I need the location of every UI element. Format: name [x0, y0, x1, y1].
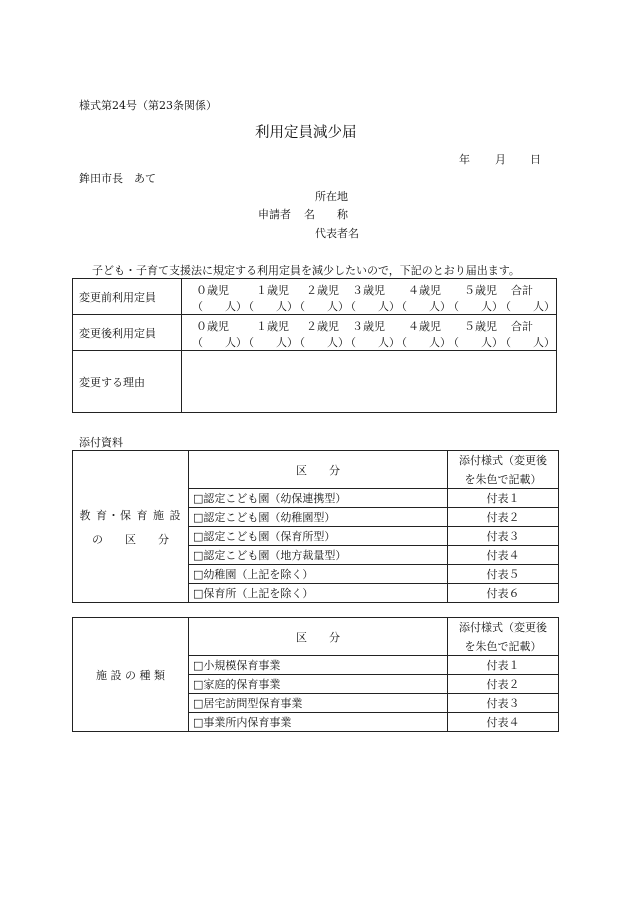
age-5-label: ５歳児: [464, 319, 497, 333]
age-2-label: ２歳児: [306, 283, 339, 297]
age-4-label: ４歳児: [408, 319, 441, 333]
before-capacity-values: [182, 279, 557, 315]
facility-type-checkbox-1[interactable]: □小規模保育事業: [189, 656, 448, 675]
age-1-label: １歳児: [256, 283, 289, 297]
facility-checkbox-3[interactable]: □認定こども園（保育所型）: [189, 527, 448, 546]
attachment-style-header: 添付様式（変更後 を朱色で記載）: [448, 451, 559, 489]
age-2-field[interactable]: （ 人）: [294, 299, 349, 313]
attachment-form-1: 付表１: [448, 489, 559, 508]
statement: 子ども・子育て支援法に規定する利用定員を減少したいので，下記のとおり届出ます。: [92, 264, 520, 277]
age-0-field[interactable]: （ 人）: [192, 335, 247, 349]
facility-type-checkbox-2[interactable]: □家庭的保育事業: [189, 675, 448, 694]
applicant-label: 申請者: [258, 208, 291, 221]
age-3-label: ３歳児: [352, 319, 385, 333]
addressee: 鉾田市長 あて: [79, 172, 156, 185]
facility-type-checkbox-3[interactable]: □居宅訪問型保育事業: [189, 694, 448, 713]
age-1-label: １歳児: [256, 319, 289, 333]
age-1-field[interactable]: （ 人）: [243, 335, 298, 349]
before-capacity-label: 変更前利用定員: [73, 279, 182, 315]
attachments-label: 添付資料: [79, 436, 123, 449]
facility-type-group-label: 施 設 の 種 類: [73, 618, 189, 732]
age-4-field[interactable]: （ 人）: [396, 335, 451, 349]
attachment-form-1: 付表１: [448, 656, 559, 675]
age-2-field[interactable]: （ 人）: [294, 335, 349, 349]
date-day: 日: [530, 153, 541, 166]
age-3-field[interactable]: （ 人）: [345, 299, 400, 313]
age-3-label: ３歳児: [352, 283, 385, 297]
attachment-style-header: 添付様式（変更後 を朱色で記載）: [448, 618, 559, 656]
age-5-field[interactable]: （ 人）: [448, 299, 503, 313]
total-label: 合計: [511, 283, 533, 297]
age-3-field[interactable]: （ 人）: [345, 335, 400, 349]
date-month: 月: [495, 153, 506, 166]
facility-checkbox-4[interactable]: □認定こども園（地方裁量型）: [189, 546, 448, 565]
age-5-label: ５歳児: [464, 283, 497, 297]
total-field[interactable]: （ 人）: [500, 335, 555, 349]
facility-category-table: [72, 450, 559, 603]
reason-field[interactable]: [182, 351, 557, 413]
age-0-field[interactable]: （ 人）: [192, 299, 247, 313]
kubun-header: 区 分: [189, 618, 448, 656]
facility-checkbox-5[interactable]: □幼稚園（上記を除く）: [189, 565, 448, 584]
reason-label: 変更する理由: [73, 351, 182, 413]
after-capacity-values: [182, 315, 557, 351]
form-number: 様式第24号（第23条関係）: [79, 99, 217, 112]
facility-type-checkbox-4[interactable]: □事業所内保育事業: [189, 713, 448, 732]
age-4-label: ４歳児: [408, 283, 441, 297]
address-label: 所在地: [315, 190, 348, 203]
facility-checkbox-6[interactable]: □保育所（上記を除く）: [189, 584, 448, 603]
facility-checkbox-1[interactable]: □認定こども園（幼保連携型）: [189, 489, 448, 508]
date-year: 年: [459, 153, 470, 166]
attachment-form-4: 付表４: [448, 713, 559, 732]
attachment-form-3: 付表３: [448, 527, 559, 546]
attachment-form-2: 付表２: [448, 508, 559, 527]
age-5-field[interactable]: （ 人）: [448, 335, 503, 349]
capacity-table: [72, 278, 557, 413]
representative-label: 代表者名: [315, 227, 359, 240]
age-4-field[interactable]: （ 人）: [396, 299, 451, 313]
age-2-label: ２歳児: [306, 319, 339, 333]
age-1-field[interactable]: （ 人）: [243, 299, 298, 313]
attachment-form-3: 付表３: [448, 694, 559, 713]
total-label: 合計: [511, 319, 533, 333]
facility-checkbox-2[interactable]: □認定こども園（幼稚園型）: [189, 508, 448, 527]
age-0-label: ０歳児: [196, 283, 229, 297]
kubun-header: 区 分: [189, 451, 448, 489]
facility-type-table: [72, 617, 559, 732]
facility-category-group-label: 教 育・保 育 施 設 の 区 分: [73, 451, 189, 603]
total-field[interactable]: （ 人）: [500, 299, 555, 313]
attachment-form-6: 付表６: [448, 584, 559, 603]
attachment-form-5: 付表５: [448, 565, 559, 584]
page-title: 利用定員減少届: [255, 125, 357, 141]
attachment-form-2: 付表２: [448, 675, 559, 694]
name-label: 名 称: [304, 208, 348, 221]
age-0-label: ０歳児: [196, 319, 229, 333]
after-capacity-label: 変更後利用定員: [73, 315, 182, 351]
attachment-form-4: 付表４: [448, 546, 559, 565]
